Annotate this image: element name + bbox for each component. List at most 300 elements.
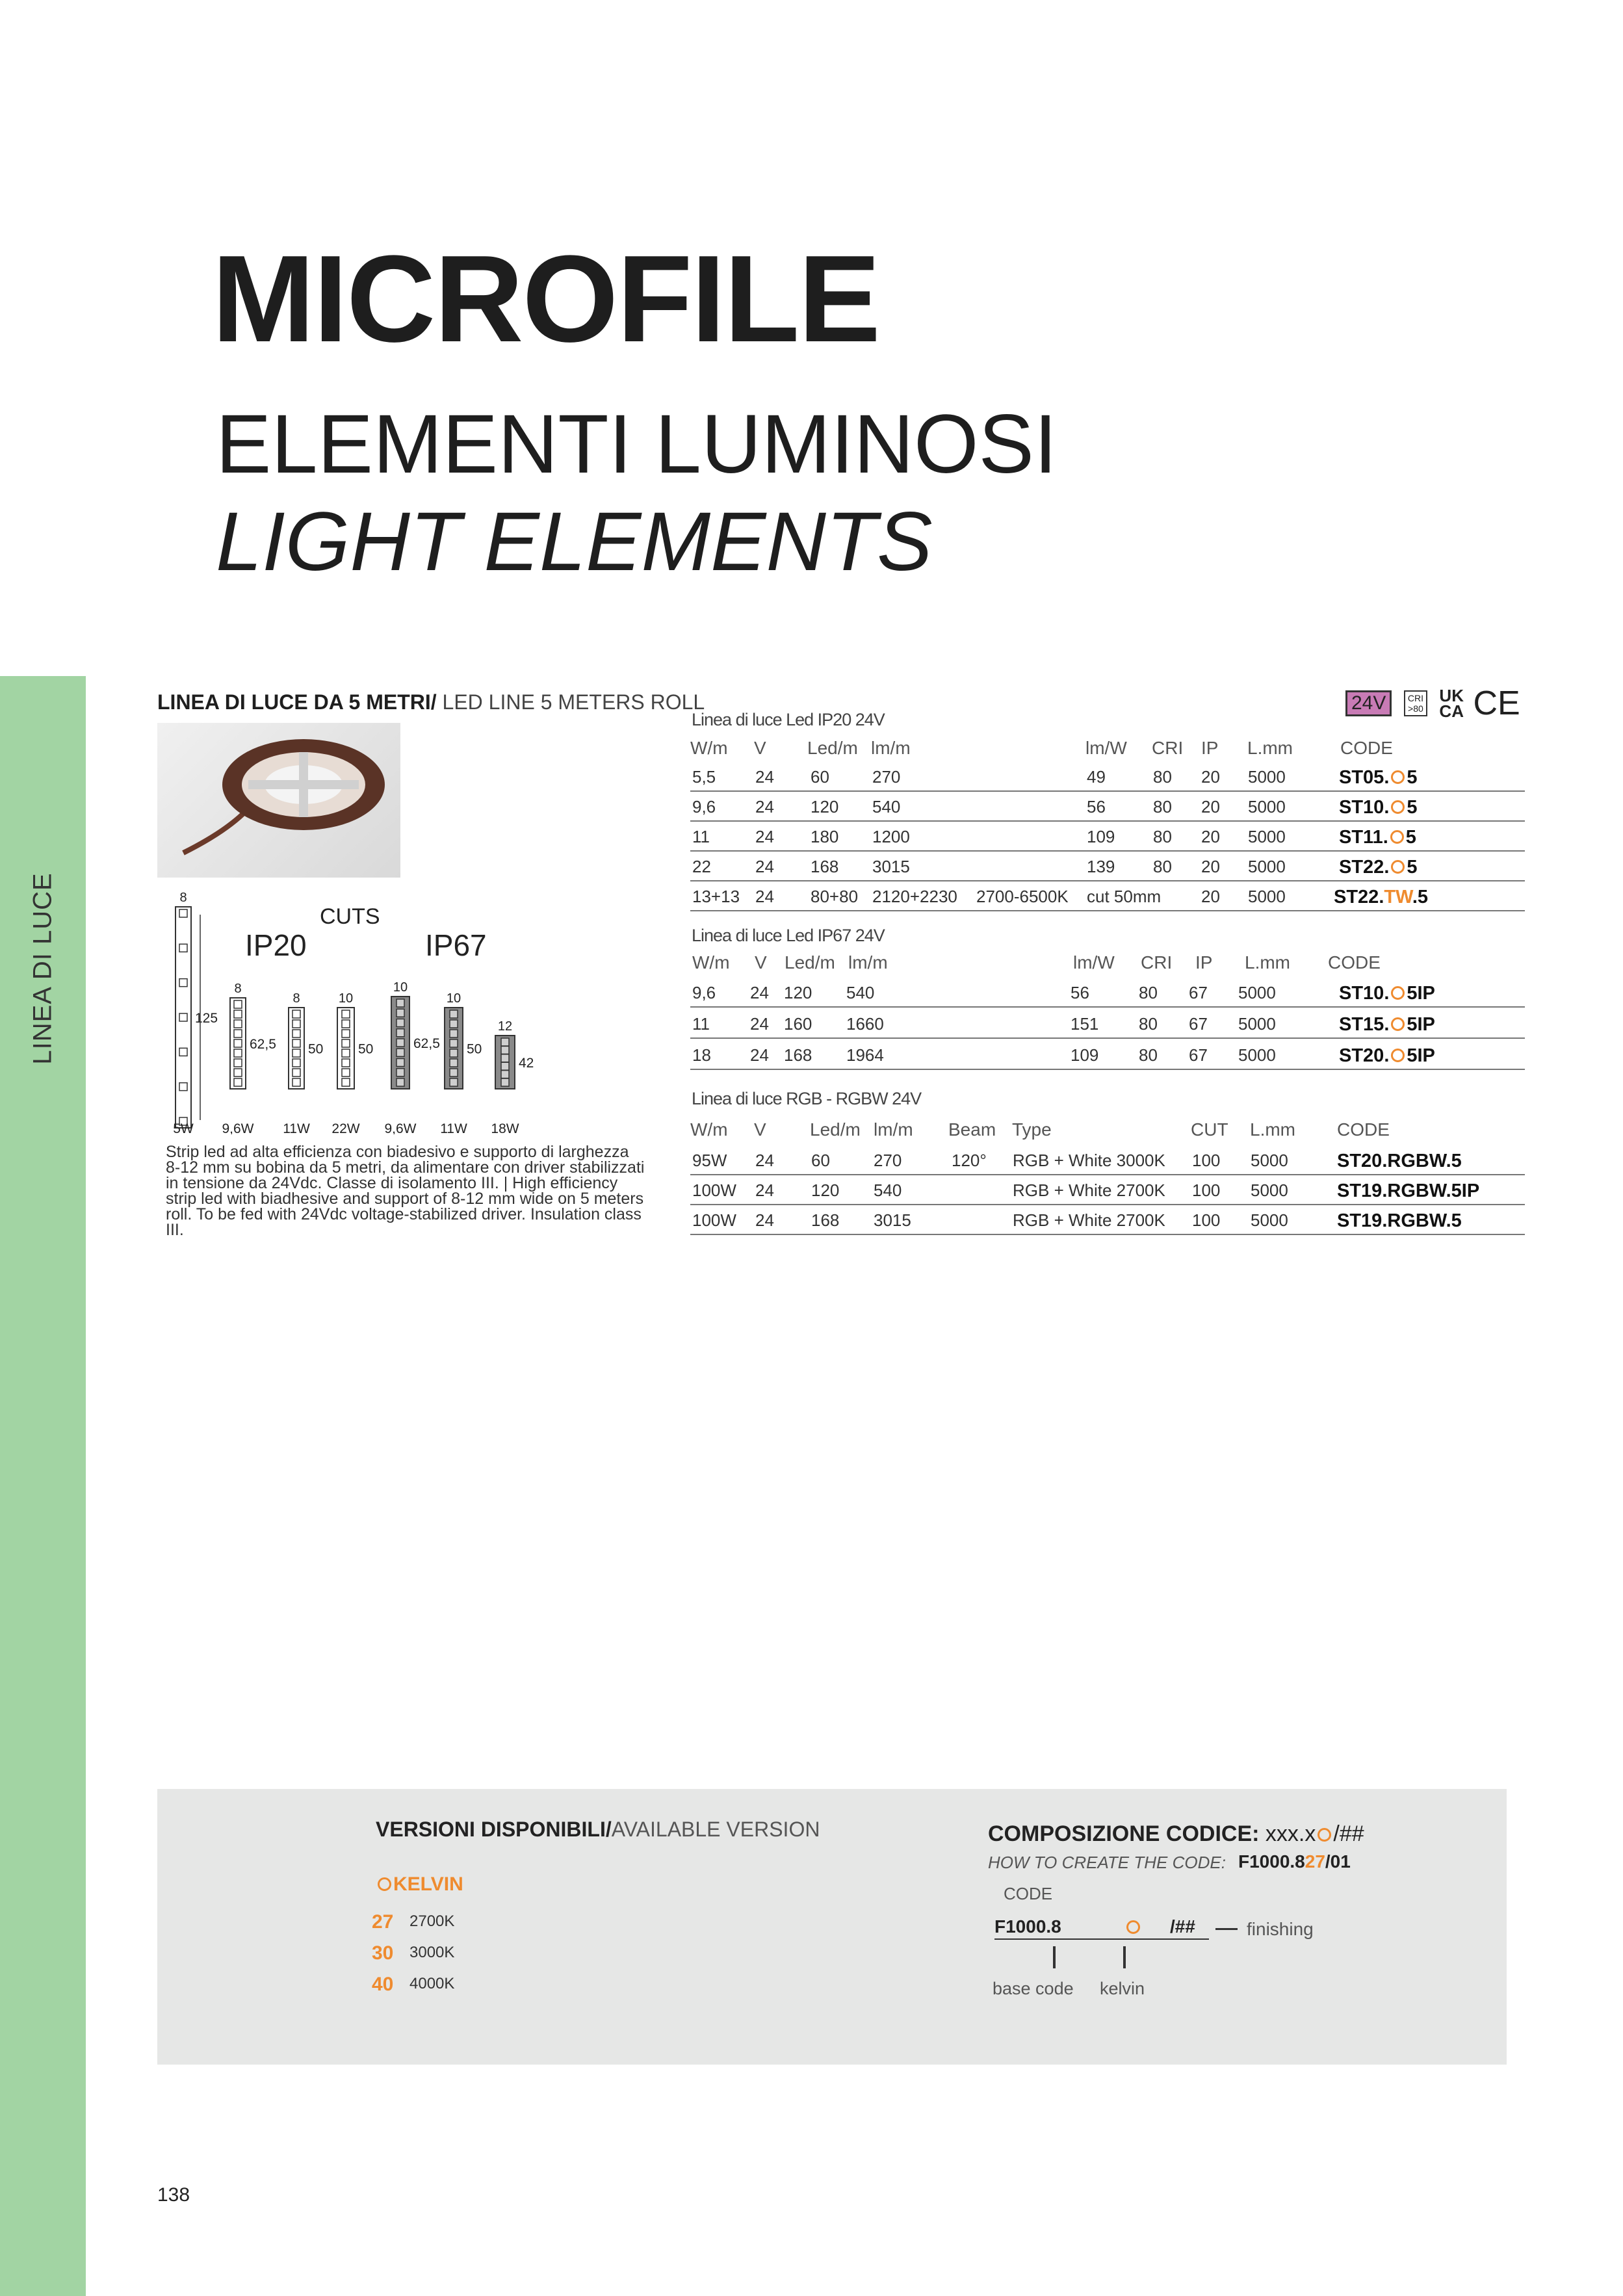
finishing-dash <box>1215 1928 1238 1930</box>
led-chip <box>234 1049 242 1057</box>
strip-watt-label: 18W <box>491 1121 519 1134</box>
cell-lmw: 109 <box>1071 1045 1099 1065</box>
certification-badges <box>1345 684 1520 723</box>
kelvin-ring-icon <box>1391 1017 1405 1031</box>
led-chip <box>179 979 187 987</box>
versions-heading-light: AVAILABLE VERSION <box>611 1818 820 1841</box>
cell-lm: 1660 <box>846 1014 884 1034</box>
cell-v: 24 <box>755 1181 774 1200</box>
table-rgb-header-cell: CUT <box>1191 1119 1228 1140</box>
led-strip <box>283 991 323 1134</box>
led-chip <box>292 1030 300 1037</box>
table-rgb-header-cell: W/m <box>690 1119 728 1140</box>
cell-v: 24 <box>755 827 774 846</box>
led-chip <box>292 1020 300 1028</box>
led-chip <box>450 1030 458 1037</box>
cell-lm: 270 <box>872 767 901 787</box>
code-prefix: ST11. <box>1339 827 1388 848</box>
cri-badge-bottom: >80 <box>1408 703 1423 714</box>
led-chip <box>501 1078 509 1086</box>
cell-lm: 3015 <box>874 1210 911 1230</box>
kelvin-ring-icon <box>1391 860 1405 874</box>
strip-width-label: 8 <box>179 891 187 905</box>
led-chip <box>292 1078 300 1086</box>
ip67-label: IP67 <box>425 928 487 962</box>
strip-cut-label: 50 <box>308 1041 324 1057</box>
cell-lm: 540 <box>872 797 901 816</box>
code-suffix: 5IP <box>1407 1045 1435 1066</box>
strip-cut-label: 50 <box>467 1041 482 1057</box>
cell-lmw: 49 <box>1087 767 1106 787</box>
table-rgb-header-cell: L.mm <box>1250 1119 1295 1140</box>
led-strip <box>222 982 276 1134</box>
strip-cut-label: 125 <box>195 1011 218 1026</box>
product-photo <box>157 723 400 878</box>
table-rgb-header-cell: Led/m <box>810 1119 861 1140</box>
table-row <box>690 1008 1525 1039</box>
ukca-top: UK <box>1439 686 1464 705</box>
led-chip <box>501 1054 509 1062</box>
composition-heading <box>988 1821 1364 1847</box>
cell-length: 5000 <box>1251 1151 1288 1170</box>
kelvin-ring-icon <box>1390 830 1404 844</box>
code-variant: TW <box>1384 887 1412 907</box>
cell-lmw: 56 <box>1087 797 1106 816</box>
kelvin-value: 2700K <box>409 1912 455 1930</box>
table-ip20-header-cell: L.mm <box>1247 738 1293 758</box>
led-chip <box>179 1048 187 1056</box>
strip-watt-label: 22W <box>331 1121 360 1134</box>
kelvin-value: 4000K <box>409 1975 455 1992</box>
product-description: Strip led ad alta efficienza con biadesivo e supporto di larghezza 8-12 mm su bobina da 5 metri, da alimentare con driver stabilizzati in tensione da 24Vdc. Classe di isolamento III. | High efficiency strip led with biadhesive and support of 8-12 mm wide on 5 meters roll. To be fed with 24Vdc voltage-stabilized driver. Insulation class III. <box>166 1143 645 1239</box>
kelvin-ring-icon <box>1391 1049 1405 1062</box>
kelvin-ring-icon <box>1391 986 1405 1000</box>
table-row <box>690 1174 1525 1205</box>
cell-code: ST20.RGBW.5 <box>1337 1151 1462 1171</box>
cell-length: 5000 <box>1238 1045 1276 1065</box>
led-chip <box>342 1010 350 1018</box>
led-chip <box>234 1069 242 1076</box>
table-ip20-header-cell: lm/W <box>1085 738 1127 758</box>
led-chip <box>292 1049 300 1057</box>
table-ip67-header-cell: L.mm <box>1245 952 1290 972</box>
table-row <box>690 976 1525 1008</box>
cell-led: 160 <box>784 1014 812 1034</box>
cell-v: 24 <box>750 1014 769 1034</box>
strip-cut-label: 50 <box>358 1041 374 1057</box>
composition-pattern-b: /## <box>1333 1821 1364 1846</box>
table-ip67-header-cell: CODE <box>1328 952 1381 972</box>
code-suffix: 5 <box>1405 827 1416 848</box>
strip-watt-label: 11W <box>283 1121 310 1134</box>
led-chip <box>179 1083 187 1091</box>
table-ip20-title: Linea di luce Led IP20 24V <box>692 710 885 729</box>
kelvin-ring-icon <box>1318 1828 1331 1842</box>
cell-wm: 100W <box>692 1210 736 1230</box>
cell-cct: 2700-6500K <box>976 887 1069 906</box>
cell-length: 5000 <box>1248 857 1286 876</box>
table-ip67-header-cell: CRI <box>1141 952 1173 972</box>
cell-ip: 20 <box>1201 857 1220 876</box>
code-suffix: 5 <box>1407 797 1418 818</box>
led-strip <box>491 1019 534 1134</box>
cell-cri: 80 <box>1139 1045 1158 1065</box>
cell-led: 168 <box>811 857 839 876</box>
table-rgb-title: Linea di luce RGB - RGBW 24V <box>692 1089 922 1108</box>
cell-length: 5000 <box>1248 797 1286 816</box>
led-chip <box>396 999 404 1007</box>
cell-wm: 9,6 <box>692 983 716 1002</box>
led-chip <box>179 1013 187 1021</box>
cell-code: ST19.RGBW.5IP <box>1337 1181 1480 1201</box>
led-chip <box>450 1020 458 1028</box>
versions-heading-bold: VERSIONI DISPONIBILI/ <box>376 1818 612 1841</box>
cell-type: RGB + White 2700K <box>1013 1210 1165 1230</box>
cell-lm: 1200 <box>872 827 910 846</box>
table-ip67-header <box>690 946 1525 976</box>
cell-cri: 80 <box>1139 983 1158 1002</box>
led-chip <box>342 1049 350 1057</box>
cell-ip: 67 <box>1189 1045 1208 1065</box>
cuts-label: CUTS <box>320 904 380 929</box>
cell-wm: 95W <box>692 1151 727 1170</box>
led-chip <box>234 1078 242 1086</box>
led-chip <box>501 1071 509 1078</box>
led-chip <box>342 1030 350 1037</box>
cell-ip: 67 <box>1189 983 1208 1002</box>
page-number: 138 <box>157 2184 190 2206</box>
cell-led: 80+80 <box>811 887 859 906</box>
table-ip20-header-cell: lm/m <box>871 738 911 758</box>
cell-v: 24 <box>755 797 774 816</box>
led-chip <box>450 1010 458 1018</box>
table-row <box>690 1039 1525 1070</box>
cell-lm: 540 <box>874 1181 902 1200</box>
led-chip <box>342 1059 350 1067</box>
code-prefix: ST22. <box>1334 887 1384 907</box>
cell-lmw: 151 <box>1071 1014 1099 1034</box>
cell-type: RGB + White 3000K <box>1013 1151 1165 1170</box>
cell-wm: 18 <box>692 1045 711 1065</box>
led-chip <box>396 1078 404 1086</box>
cell-led: 180 <box>811 827 839 846</box>
led-chip <box>179 909 187 917</box>
strip-width-label: 12 <box>497 1019 513 1034</box>
code-suffix: .5 <box>1412 887 1429 907</box>
code-suffix: 5 <box>1407 857 1418 878</box>
led-chip <box>450 1059 458 1067</box>
led-chip <box>450 1039 458 1047</box>
led-chip <box>396 1039 404 1047</box>
led-chip <box>396 1059 404 1067</box>
cell-code <box>1339 797 1418 818</box>
strip-watt-label: 11W <box>440 1121 467 1134</box>
cell-ip: 20 <box>1201 797 1220 816</box>
table-ip20-header-cell: W/m <box>690 738 728 758</box>
kelvin-heading <box>376 1873 463 1896</box>
cell-lmw: 139 <box>1087 857 1115 876</box>
cell-lm: 540 <box>846 983 875 1002</box>
finishing-label: finishing <box>1247 1919 1314 1939</box>
led-chip <box>396 1069 404 1076</box>
table-rgb-header-cell: Type <box>1012 1119 1052 1140</box>
cell-lm: 270 <box>874 1151 902 1170</box>
code-suffix: 5IP <box>1407 1014 1435 1035</box>
strip-width-label: 8 <box>292 991 300 1006</box>
sidebar-label: LINEA DI LUCE <box>28 872 57 1065</box>
strip-cut-label: 62,5 <box>250 1037 276 1052</box>
strip-width-label: 8 <box>234 982 242 996</box>
table-row <box>690 880 1525 911</box>
cell-v: 24 <box>755 887 774 906</box>
cell-lmw: cut 50mm <box>1087 887 1162 906</box>
cell-beam: 120° <box>952 1151 987 1170</box>
strip-width-label: 10 <box>393 980 408 995</box>
kelvin-label: kelvin <box>1100 1979 1145 1998</box>
versions-panel <box>157 1789 1507 2065</box>
kelvin-ring-icon <box>378 1877 391 1891</box>
cell-code: ST19.RGBW.5 <box>1337 1210 1462 1231</box>
table-ip67-header-cell: Led/m <box>785 952 835 972</box>
page-title: MICROFILE <box>212 230 879 368</box>
led-chip <box>396 1029 404 1037</box>
cell-wm: 11 <box>692 1014 710 1034</box>
strip-watt-label: 5W <box>173 1121 194 1134</box>
table-ip67-header-cell: V <box>755 952 767 972</box>
led-chip <box>396 1049 404 1056</box>
section-heading-light: LED LINE 5 METERS ROLL <box>436 690 705 714</box>
code-prefix: ST05. <box>1339 767 1390 788</box>
code-line <box>994 1916 1209 1940</box>
kelvin-heading-label: KELVIN <box>393 1873 463 1895</box>
led-chip <box>292 1069 300 1076</box>
ukca-mark-icon <box>1439 688 1464 719</box>
cell-wm: 5,5 <box>692 767 716 787</box>
led-chip <box>450 1049 458 1057</box>
strip-cut-label: 42 <box>519 1056 534 1071</box>
cuts-diagram <box>157 887 560 1134</box>
kelvin-code: 30 <box>372 1942 394 1964</box>
led-chip <box>234 1010 242 1018</box>
kelvin-ring-icon <box>1391 770 1405 784</box>
table-ip20-header-cell: Led/m <box>807 738 858 758</box>
table-ip20-header-cell: IP <box>1201 738 1219 758</box>
cell-led: 168 <box>784 1045 812 1065</box>
cell-lm: 1964 <box>846 1045 884 1065</box>
kelvin-value: 3000K <box>409 1944 455 1961</box>
table-row <box>690 820 1525 852</box>
table-rgb-header-cell: Beam <box>948 1119 996 1140</box>
ce-mark-icon: CE <box>1473 685 1520 722</box>
cell-wm: 22 <box>692 857 711 876</box>
cell-code <box>1339 857 1418 878</box>
code-prefix: ST22. <box>1339 857 1390 878</box>
cell-cri: 80 <box>1153 857 1172 876</box>
cell-v: 24 <box>750 983 769 1002</box>
cell-led: 120 <box>811 1181 840 1200</box>
kelvin-ring-icon <box>1126 1920 1140 1934</box>
cri-badge-top: CRI <box>1407 693 1423 703</box>
voltage-badge: 24V <box>1345 690 1392 716</box>
code-prefix: ST10. <box>1339 983 1390 1004</box>
cell-wm: 13+13 <box>692 887 740 906</box>
cell-led: 60 <box>811 1151 830 1170</box>
cell-wm: 9,6 <box>692 797 716 816</box>
howto-label: HOW TO CREATE THE CODE: <box>988 1853 1226 1872</box>
cell-v: 24 <box>755 1151 774 1170</box>
table-row <box>690 761 1525 792</box>
code-suffix: 5IP <box>1407 983 1435 1004</box>
section-heading-bold: LINEA DI LUCE DA 5 METRI/ <box>157 690 437 714</box>
led-strip <box>384 980 439 1134</box>
example-code-a: F1000.8 <box>1238 1851 1305 1872</box>
table-ip20-header-cell: V <box>754 738 766 758</box>
led-chip <box>234 1000 242 1008</box>
cell-lm: 2120+2230 <box>872 887 957 906</box>
table-ip20-header-cell: CODE <box>1340 738 1393 758</box>
composition-pattern-a: xxx.x <box>1265 1821 1316 1846</box>
cri-badge <box>1404 690 1427 716</box>
strip-width-label: 10 <box>338 991 354 1006</box>
kelvin-code: 40 <box>372 1974 394 1995</box>
cell-wm: 100W <box>692 1181 736 1200</box>
subtitle-english: LIGHT ELEMENTS <box>216 495 933 588</box>
table-ip67-header-cell: IP <box>1195 952 1213 972</box>
table-row <box>690 790 1525 822</box>
subtitle-italian: ELEMENTI LUMINOSI <box>216 398 1058 491</box>
cell-length: 5000 <box>1251 1181 1288 1200</box>
example-code-b: /01 <box>1325 1851 1351 1872</box>
code-prefix: ST10. <box>1339 797 1390 818</box>
cell-lmw: 56 <box>1071 983 1089 1002</box>
code-label: CODE <box>1004 1884 1053 1903</box>
example-code-kelvin: 27 <box>1305 1851 1325 1872</box>
table-ip67-header-cell: W/m <box>692 952 730 972</box>
cell-type: RGB + White 2700K <box>1013 1181 1165 1200</box>
cell-v: 24 <box>755 767 774 787</box>
code-base: F1000.8 <box>994 1916 1061 1937</box>
kelvin-code: 27 <box>372 1911 394 1933</box>
table-ip20-header-cell: CRI <box>1152 738 1184 758</box>
cell-length: 5000 <box>1238 983 1276 1002</box>
table-ip67-title: Linea di luce Led IP67 24V <box>692 926 885 945</box>
cell-length: 5000 <box>1238 1014 1276 1034</box>
led-chip <box>396 1009 404 1017</box>
example-code <box>1238 1851 1351 1872</box>
cell-led: 60 <box>811 767 829 787</box>
cell-ip: 20 <box>1201 767 1220 787</box>
cell-cut: 100 <box>1192 1181 1221 1200</box>
table-rgb-header-cell: V <box>754 1119 766 1140</box>
cell-cri: 80 <box>1139 1014 1158 1034</box>
code-finish: /## <box>1170 1916 1195 1937</box>
cell-cri: 80 <box>1153 767 1172 787</box>
cell-led: 120 <box>784 983 812 1002</box>
led-chip <box>234 1020 242 1028</box>
cell-led: 168 <box>811 1210 840 1230</box>
cell-v: 24 <box>750 1045 769 1065</box>
led-chip <box>342 1039 350 1047</box>
led-chip <box>234 1039 242 1047</box>
cell-length: 5000 <box>1248 827 1286 846</box>
cell-v: 24 <box>755 1210 774 1230</box>
led-chip <box>292 1010 300 1018</box>
table-row <box>690 1204 1525 1235</box>
led-chip <box>292 1039 300 1047</box>
cell-length: 5000 <box>1248 767 1286 787</box>
kelvin-tick <box>1123 1946 1126 1968</box>
table-rgb-header-cell: lm/m <box>874 1119 913 1140</box>
led-chip <box>450 1069 458 1076</box>
led-strip <box>173 891 218 1134</box>
cell-code <box>1339 1045 1435 1067</box>
cell-length: 5000 <box>1248 887 1286 906</box>
cell-code <box>1339 1014 1435 1036</box>
cell-cut: 100 <box>1192 1151 1221 1170</box>
code-suffix: 5 <box>1407 767 1418 788</box>
section-heading <box>157 690 705 714</box>
cell-ip: 20 <box>1201 827 1220 846</box>
table-rgb-header-cell: CODE <box>1337 1119 1390 1140</box>
cell-v: 24 <box>755 857 774 876</box>
versions-heading <box>376 1818 820 1842</box>
led-chip <box>234 1030 242 1037</box>
strip-width-label: 10 <box>446 991 461 1006</box>
led-chip <box>179 944 187 952</box>
cell-length: 5000 <box>1251 1210 1288 1230</box>
cell-code <box>1334 887 1428 908</box>
led-roll-illustration <box>157 723 400 878</box>
table-rgb-header <box>690 1113 1525 1143</box>
cell-cut: 100 <box>1192 1210 1221 1230</box>
led-chip <box>501 1046 509 1054</box>
strip-watt-label: 9,6W <box>222 1121 254 1134</box>
led-chip <box>450 1078 458 1086</box>
table-row <box>690 1144 1525 1175</box>
ip20-label: IP20 <box>245 928 307 962</box>
ukca-bottom: CA <box>1439 701 1464 721</box>
table-row <box>690 850 1525 881</box>
cell-wm: 11 <box>692 827 710 846</box>
code-prefix: ST15. <box>1339 1014 1390 1035</box>
led-chip <box>396 1019 404 1027</box>
cell-cri: 80 <box>1153 797 1172 816</box>
cell-lm: 3015 <box>872 857 910 876</box>
cell-lmw: 109 <box>1087 827 1115 846</box>
led-chip <box>501 1038 509 1046</box>
led-chip <box>342 1078 350 1086</box>
composition-heading-label: COMPOSIZIONE CODICE: <box>988 1821 1260 1846</box>
code-prefix: ST20. <box>1339 1045 1390 1066</box>
table-ip67-header-cell: lm/W <box>1073 952 1115 972</box>
cell-led: 120 <box>811 797 839 816</box>
strip-cut-label: 62,5 <box>413 1036 440 1051</box>
base-code-label: base code <box>993 1979 1074 1998</box>
cell-code <box>1339 983 1435 1004</box>
kelvin-ring-icon <box>1391 800 1405 814</box>
led-strip <box>331 991 373 1134</box>
table-ip20-header <box>690 731 1525 761</box>
led-chip <box>342 1069 350 1076</box>
cell-ip: 20 <box>1201 887 1220 906</box>
cell-code <box>1339 767 1418 789</box>
cell-cri: 80 <box>1153 827 1172 846</box>
table-ip67-header-cell: lm/m <box>848 952 888 972</box>
led-chip <box>234 1059 242 1067</box>
led-strip <box>440 991 482 1134</box>
strip-watt-label: 9,6W <box>384 1121 417 1134</box>
base-code-tick <box>1053 1946 1056 1968</box>
